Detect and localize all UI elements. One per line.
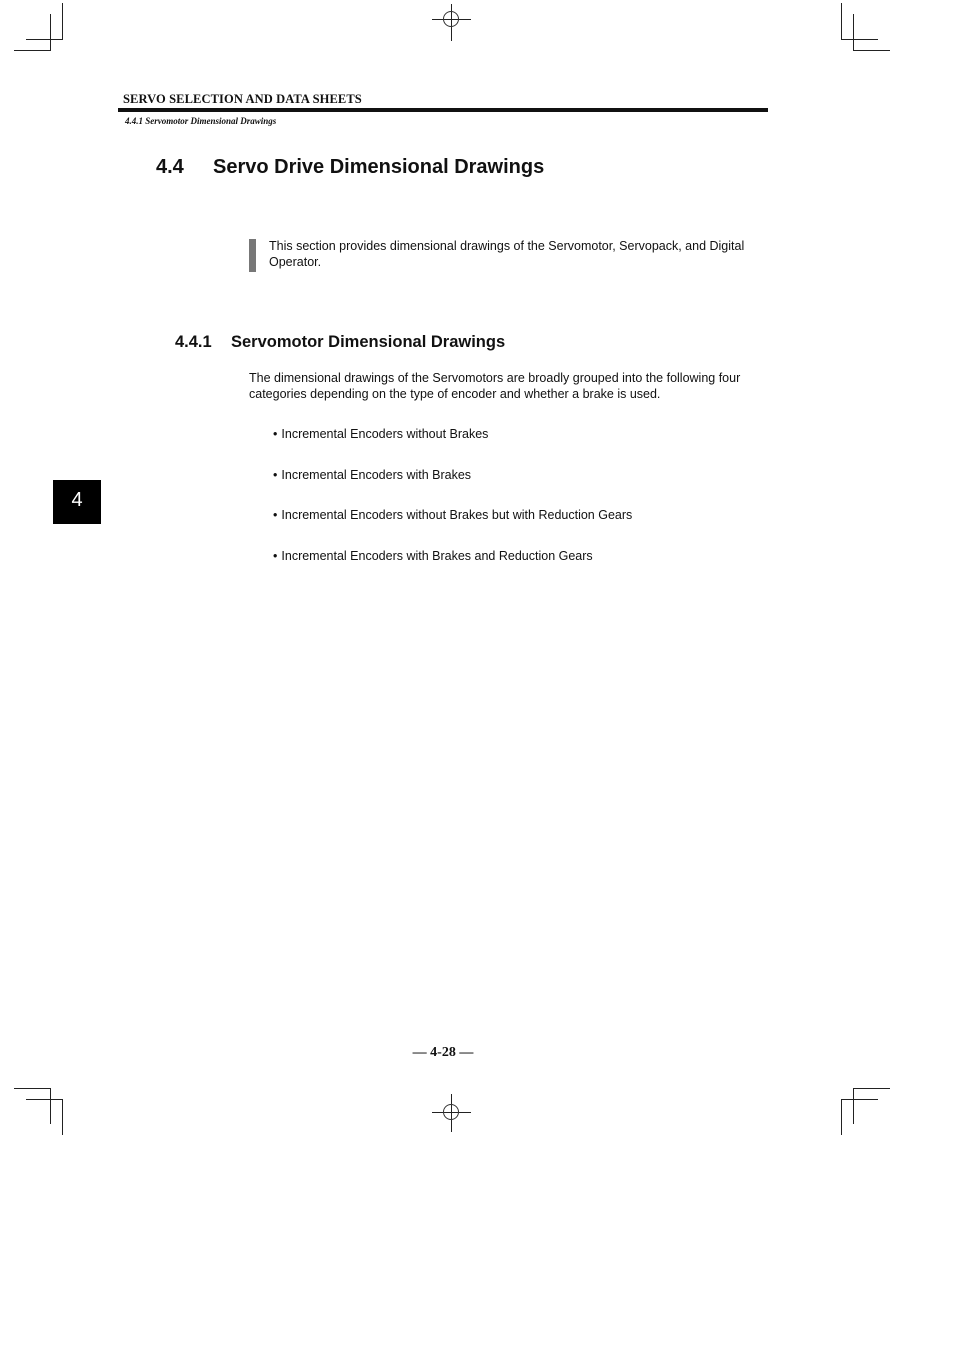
subsection-number: 4.4.1 [175,333,212,351]
subsection-title: Servomotor Dimensional Drawings [231,333,506,351]
section-heading [156,156,544,179]
subsection-heading [175,333,505,352]
list-item: • Incremental Encoders without Brakes [273,427,489,441]
section-title: Servo Drive Dimensional Drawings [213,156,545,178]
subsection-body: The dimensional drawings of the Servomotors are broadly grouped into the following four categories depending on the type of encoder and whether a brake is used. [249,371,741,401]
chapter-tab: 4 [53,480,101,524]
bullet-icon: • [273,508,278,523]
intro-marker-bar [249,239,256,272]
page-number: — 4-28 — [412,1045,474,1060]
bullet-icon: • [273,467,278,482]
header-rule [118,108,768,112]
running-header-title: SERVO SELECTION AND DATA SHEETS [123,92,362,106]
section-number: 4.4 [156,156,184,178]
encoder-category-list [273,426,632,589]
list-item: • Incremental Encoders without Brakes but with Reduction Gears [273,508,633,523]
bullet-icon: • [273,427,278,441]
list-item: • Incremental Encoders with Brakes [273,467,472,482]
bullet-icon: • [273,549,278,564]
intro-text: This section provides dimensional drawings of the Servomotor, Servopack, and Digital Operator. [269,239,745,269]
running-header-subsection: 4.4.1 Servomotor Dimensional Drawings [125,116,277,126]
list-item: • Incremental Encoders with Brakes and Reduction Gears [273,549,593,564]
